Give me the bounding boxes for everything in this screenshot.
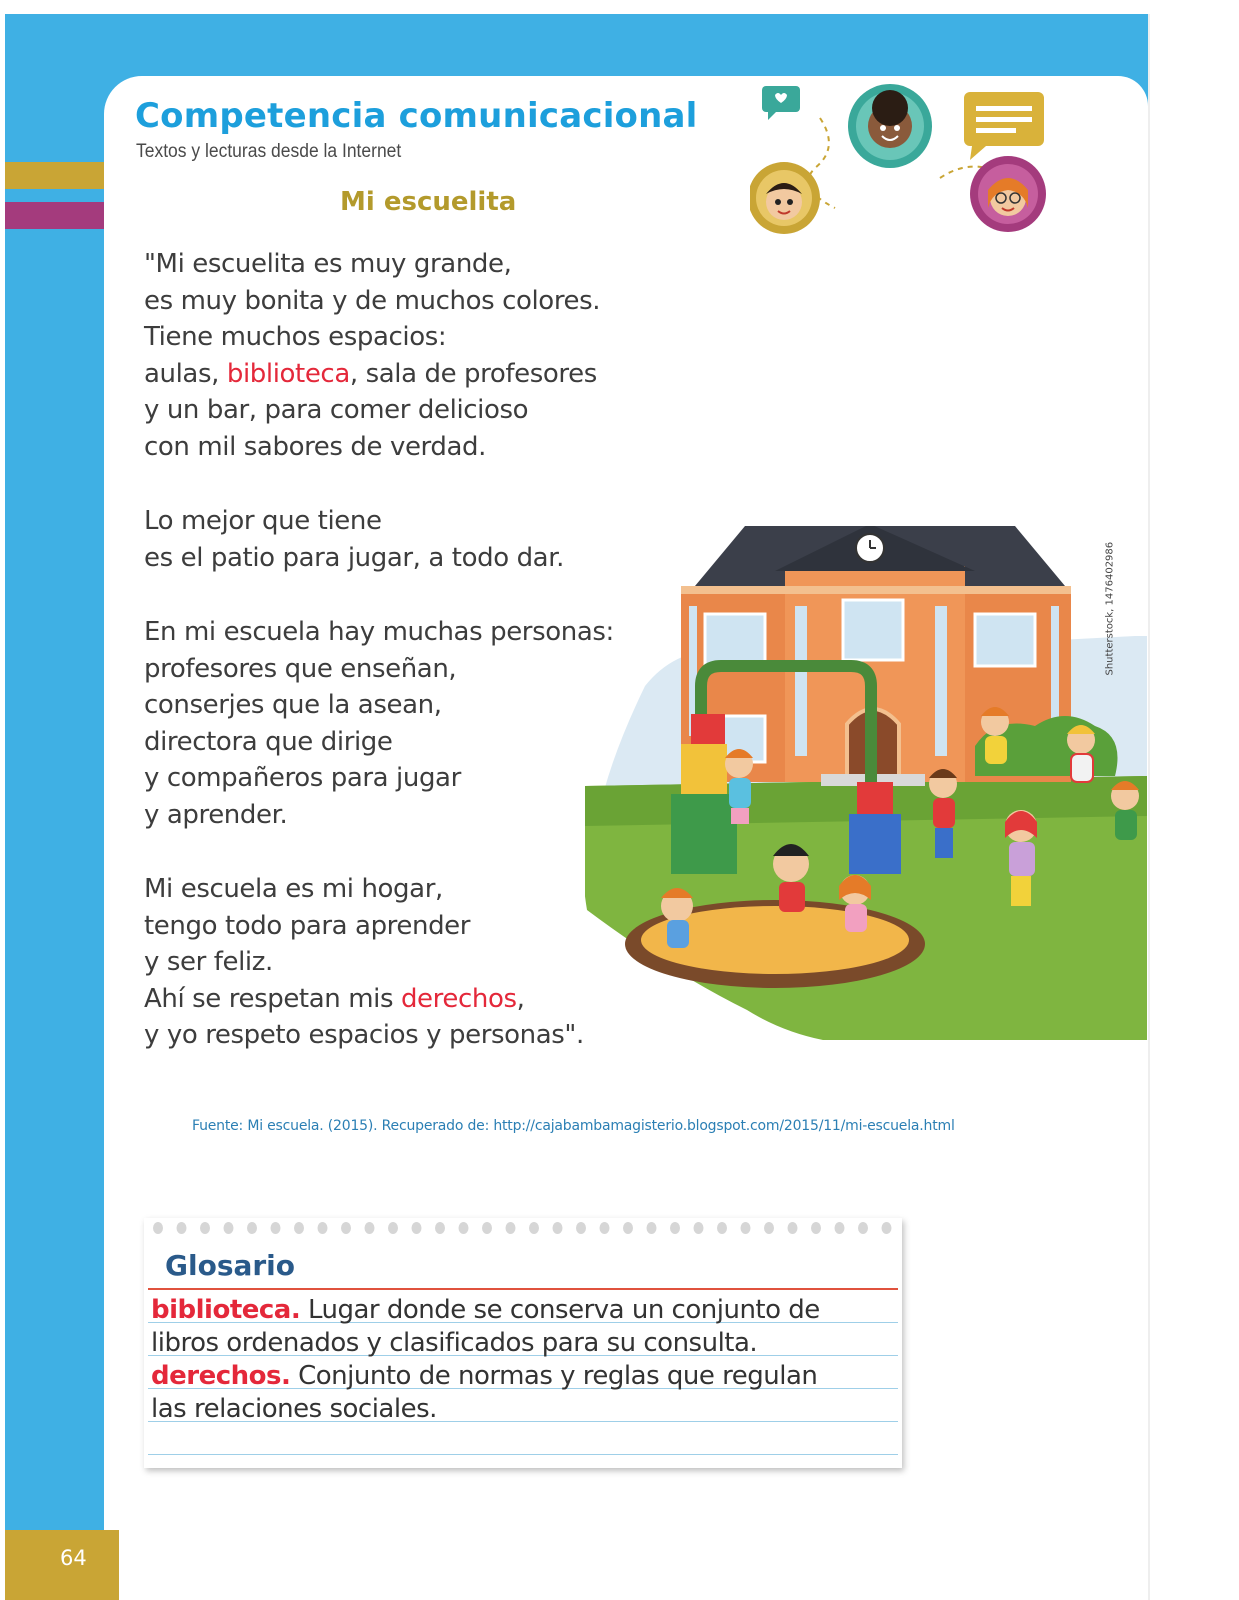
stanza-gap <box>144 465 704 503</box>
glossary-line <box>151 1294 901 1327</box>
poem-text-segment: , sala de profesores <box>349 358 597 389</box>
page-edge <box>1148 14 1150 1600</box>
source-citation: Fuente: Mi escuela. (2015). Recuperado de: http://cajabambamagisterio.blogspot.com/2015/11/mi-escuela.html <box>192 1118 955 1134</box>
poem-text-segment: tengo todo para aprender <box>144 910 471 941</box>
page-title: Competencia comunicacional <box>135 96 698 136</box>
poem-text-segment: En mi escuela hay muchas personas: <box>144 617 614 647</box>
glossary-line <box>151 1393 901 1426</box>
poem-text-segment: conserjes que la asean, <box>144 690 442 720</box>
image-credit <box>1100 540 1114 680</box>
poem-text-segment: Tiene muchos espacios: <box>144 322 447 352</box>
gold-tab <box>5 162 104 189</box>
poem-text-segment: aulas, <box>144 358 227 389</box>
poem-title: Mi escuelita <box>340 187 517 217</box>
glossary-term-highlight: derechos <box>400 983 517 1014</box>
glossary-line <box>151 1327 901 1360</box>
poem-text-segment: Ahí se respetan mis <box>144 983 401 1014</box>
poem-text-segment: y yo respeto espacios y personas". <box>144 1020 584 1050</box>
glossary-definition: las relaciones sociales. <box>151 1394 437 1424</box>
glossary-entries <box>151 1294 901 1426</box>
chat-bubble-icon <box>964 92 1044 160</box>
poem-line <box>144 319 704 356</box>
page-number: 64 <box>60 1546 87 1570</box>
heart-notification-icon <box>762 86 800 120</box>
side-band <box>5 14 104 1530</box>
poem-text-segment: Mi escuela es mi hogar, <box>144 874 443 904</box>
image-credit-text: Shutterstock, 1476402986 <box>1104 541 1116 676</box>
kid-avatar-icon <box>970 156 1046 232</box>
glossary-title: Glosario <box>165 1249 296 1282</box>
glossary-definition: Conjunto de normas y reglas que regulan <box>290 1361 818 1391</box>
kid-avatar-icon <box>848 84 932 168</box>
glossary-term: biblioteca. <box>151 1295 301 1325</box>
glossary-term: derechos. <box>151 1361 291 1391</box>
poem-text-segment: profesores que enseñan, <box>144 653 457 684</box>
magenta-tab <box>5 202 104 229</box>
glossary-definition: libros ordenados y clasificados para su consulta. <box>151 1328 758 1358</box>
poem-line <box>144 356 704 393</box>
poem-text-segment: , <box>516 983 525 1014</box>
notebook-spiral <box>144 1220 902 1236</box>
glossary-definition: Lugar donde se conserva un conjunto de <box>300 1295 820 1325</box>
glossary-line <box>151 1360 901 1393</box>
poem-text-segment: "Mi escuelita es muy grande, <box>144 249 512 279</box>
poem-text-segment: y un bar, para comer delicioso <box>144 395 529 425</box>
page-subtitle: Textos y lecturas desde la Internet <box>136 141 402 162</box>
poem-line <box>144 392 704 429</box>
poem-text-segment: directora que dirige <box>144 726 393 757</box>
poem-text-segment: y compañeros para jugar <box>144 763 461 793</box>
poem-text-segment: es el patio para jugar, a todo dar. <box>144 542 564 573</box>
kids-chat-illustration <box>750 78 1070 238</box>
poem-text-segment: con mil sabores de verdad. <box>144 431 486 462</box>
glossary-term-highlight: biblioteca <box>226 358 350 389</box>
poem-text-segment: Lo mejor que tiene <box>144 506 382 536</box>
poem-text-segment: y ser feliz. <box>144 947 273 977</box>
poem-line <box>144 246 704 283</box>
poem-line <box>144 429 704 466</box>
kid-avatar-icon <box>750 162 820 234</box>
school-illustration <box>585 526 1147 1040</box>
poem-line <box>144 283 704 320</box>
poem-text-segment: es muy bonita y de muchos colores. <box>144 285 601 316</box>
poem-text-segment: y aprender. <box>144 799 288 830</box>
